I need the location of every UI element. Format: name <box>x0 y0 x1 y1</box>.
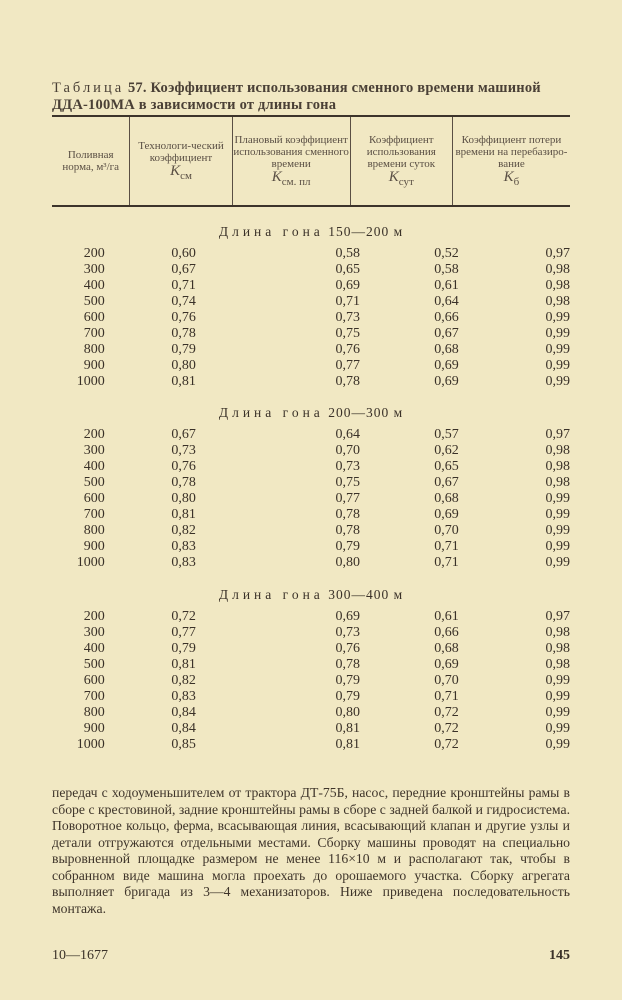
cell-coefficient: 0,68 <box>434 342 459 357</box>
header-symbol: $K_{сут}$ <box>388 169 414 188</box>
cell-coefficient: 0,98 <box>545 657 570 672</box>
cell-coefficient: 0,73 <box>335 625 361 640</box>
cell-coefficient: 0,79 <box>335 689 361 704</box>
cell-coefficient: 0,70 <box>434 523 459 538</box>
cell-coefficient: 0,81 <box>335 737 361 752</box>
table-row <box>52 523 570 539</box>
cell-coefficient: 0,77 <box>335 358 361 373</box>
table-row <box>52 427 570 443</box>
header-text: Технологи-ческий коэффициент <box>138 140 224 164</box>
table-row <box>52 705 570 721</box>
cell-coefficient: 0,99 <box>545 310 570 325</box>
cell-coefficient: 0,84 <box>171 705 196 720</box>
cell-norm: 1000 <box>76 737 105 752</box>
cell-coefficient: 0,58 <box>335 246 361 261</box>
cell-norm: 300 <box>83 625 105 640</box>
cell-norm: 500 <box>83 294 105 309</box>
header-symbol: $K_{см. пл}$ <box>271 169 311 188</box>
cell-coefficient: 0,71 <box>335 294 361 309</box>
cell-norm: 1000 <box>76 555 105 570</box>
cell-coefficient: 0,97 <box>545 609 570 624</box>
cell-coefficient: 0,98 <box>545 475 570 490</box>
cell-norm: 800 <box>83 705 105 720</box>
cell-coefficient: 0,71 <box>434 689 459 704</box>
cell-coefficient: 0,98 <box>545 262 570 277</box>
table-row <box>52 459 570 475</box>
cell-coefficient: 0,99 <box>545 705 570 720</box>
cell-coefficient: 0,80 <box>335 555 361 570</box>
cell-coefficient: 0,78 <box>171 326 196 341</box>
cell-coefficient: 0,97 <box>545 246 570 261</box>
cell-coefficient: 0,72 <box>171 609 196 624</box>
cell-norm: 400 <box>83 278 105 293</box>
cell-coefficient: 0,71 <box>434 539 459 554</box>
cell-norm: 400 <box>83 641 105 656</box>
header-text: Коэффициент потери времени на перебазиро-вание <box>455 134 568 170</box>
table-header-rule <box>52 205 570 207</box>
cell-coefficient: 0,69 <box>335 609 361 624</box>
cell-coefficient: 0,69 <box>434 374 459 389</box>
cell-coefficient: 0,68 <box>434 641 459 656</box>
cell-norm: 1000 <box>76 374 105 389</box>
header-text: Плановый коэффициент использования сменного времени <box>233 134 349 170</box>
table-row <box>52 278 570 294</box>
cell-coefficient: 0,76 <box>171 459 196 474</box>
cell-norm: 200 <box>83 609 105 624</box>
section-heading: Длина гона 300—400 м <box>218 587 404 602</box>
cell-norm: 700 <box>83 507 105 522</box>
table-row <box>52 555 570 571</box>
cell-coefficient: 0,99 <box>545 539 570 554</box>
cell-coefficient: 0,74 <box>171 294 196 309</box>
cell-norm: 900 <box>83 721 105 736</box>
cell-norm: 300 <box>83 262 105 277</box>
header-plan-coef <box>232 117 350 205</box>
cell-norm: 500 <box>83 475 105 490</box>
cell-coefficient: 0,72 <box>434 737 459 752</box>
cell-coefficient: 0,83 <box>171 555 196 570</box>
cell-coefficient: 0,77 <box>335 491 361 506</box>
cell-coefficient: 0,76 <box>335 641 361 656</box>
cell-coefficient: 0,80 <box>335 705 361 720</box>
header-symbol: $K_б$ <box>503 169 520 188</box>
cell-coefficient: 0,66 <box>434 625 459 640</box>
table-row <box>52 673 570 689</box>
cell-coefficient: 0,85 <box>171 737 196 752</box>
cell-coefficient: 0,99 <box>545 491 570 506</box>
table-row <box>52 342 570 358</box>
cell-coefficient: 0,84 <box>171 721 196 736</box>
cell-coefficient: 0,73 <box>335 310 361 325</box>
header-tech-coef <box>129 117 231 205</box>
cell-coefficient: 0,99 <box>545 555 570 570</box>
cell-coefficient: 0,57 <box>434 427 459 442</box>
cell-coefficient: 0,58 <box>434 262 459 277</box>
cell-coefficient: 0,67 <box>434 475 459 490</box>
cell-coefficient: 0,67 <box>434 326 459 341</box>
cell-norm: 900 <box>83 539 105 554</box>
cell-coefficient: 0,99 <box>545 737 570 752</box>
cell-coefficient: 0,64 <box>434 294 459 309</box>
table-row <box>52 609 570 625</box>
cell-coefficient: 0,61 <box>434 609 459 624</box>
section-rows <box>52 609 570 753</box>
table-row <box>52 294 570 310</box>
cell-coefficient: 0,99 <box>545 523 570 538</box>
cell-coefficient: 0,99 <box>545 673 570 688</box>
table-row <box>52 491 570 507</box>
cell-norm: 300 <box>83 443 105 458</box>
cell-coefficient: 0,99 <box>545 358 570 373</box>
cell-coefficient: 0,65 <box>434 459 459 474</box>
cell-coefficient: 0,98 <box>545 443 570 458</box>
table-row <box>52 310 570 326</box>
cell-coefficient: 0,79 <box>171 641 196 656</box>
header-relocation-coef <box>452 117 570 205</box>
cell-coefficient: 0,77 <box>171 625 196 640</box>
cell-coefficient: 0,82 <box>171 673 196 688</box>
cell-coefficient: 0,60 <box>171 246 196 261</box>
table-row <box>52 374 570 390</box>
table-row <box>52 689 570 705</box>
cell-norm: 600 <box>83 673 105 688</box>
table-title-text: 57. Коэффициент использования сменного времени машиной ДДА-100МА в зависимости от длины гона <box>52 80 541 113</box>
cell-coefficient: 0,69 <box>335 278 361 293</box>
cell-coefficient: 0,62 <box>434 443 459 458</box>
cell-coefficient: 0,98 <box>545 459 570 474</box>
cell-coefficient: 0,52 <box>434 246 459 261</box>
cell-coefficient: 0,66 <box>434 310 459 325</box>
table-row <box>52 737 570 753</box>
cell-norm: 700 <box>83 689 105 704</box>
cell-coefficient: 0,98 <box>545 625 570 640</box>
table-row <box>52 246 570 262</box>
cell-coefficient: 0,81 <box>171 374 196 389</box>
cell-norm: 600 <box>83 491 105 506</box>
cell-norm: 200 <box>83 427 105 442</box>
table-row <box>52 625 570 641</box>
cell-coefficient: 0,99 <box>545 507 570 522</box>
table-row <box>52 721 570 737</box>
section-rows <box>52 427 570 571</box>
cell-coefficient: 0,67 <box>171 262 196 277</box>
cell-norm: 200 <box>83 246 105 261</box>
cell-coefficient: 0,79 <box>171 342 196 357</box>
cell-coefficient: 0,78 <box>335 374 361 389</box>
cell-coefficient: 0,81 <box>335 721 361 736</box>
table-row <box>52 475 570 491</box>
cell-coefficient: 0,67 <box>171 427 196 442</box>
cell-coefficient: 0,65 <box>335 262 361 277</box>
cell-coefficient: 0,78 <box>171 475 196 490</box>
table-row <box>52 262 570 278</box>
cell-norm: 500 <box>83 657 105 672</box>
cell-coefficient: 0,79 <box>335 673 361 688</box>
header-symbol: $K_{см}$ <box>170 163 192 182</box>
cell-coefficient: 0,81 <box>171 507 196 522</box>
cell-coefficient: 0,99 <box>545 374 570 389</box>
body-paragraph: передач с ходоуменьшителем от трактора ДТ-75Б, насос, передние кронштейны рамы в сборе с крестовиной, задние кронштейны рамы в сборе с задней балкой и гидросистема. Поворотное кольцо, ферма, всасывающая линия, всасывающий клапан и другие узлы и детали отгружаются отдельными местами. Сборку машины проводят на специально выровненной площадке размером не менее 116×10 м и располагают так, чтобы в собранном виде машина могла проехать до орошаемого участка. Сборку агрегата выполняет бригада из 3—4 механизаторов. Ниже приведена последовательность монтажа. <box>52 785 570 916</box>
cell-coefficient: 0,75 <box>335 326 361 341</box>
cell-coefficient: 0,71 <box>434 555 459 570</box>
cell-coefficient: 0,82 <box>171 523 196 538</box>
cell-coefficient: 0,80 <box>171 491 196 506</box>
cell-coefficient: 0,61 <box>434 278 459 293</box>
table-row <box>52 326 570 342</box>
header-irrigation-norm <box>52 117 129 205</box>
cell-norm: 900 <box>83 358 105 373</box>
signature-mark: 10—1677 <box>52 948 108 963</box>
cell-coefficient: 0,98 <box>545 294 570 309</box>
cell-norm: 700 <box>83 326 105 341</box>
table-row <box>52 641 570 657</box>
table-row <box>52 358 570 374</box>
cell-coefficient: 0,99 <box>545 326 570 341</box>
cell-coefficient: 0,73 <box>335 459 361 474</box>
cell-coefficient: 0,81 <box>171 657 196 672</box>
cell-coefficient: 0,98 <box>545 278 570 293</box>
table-title-prefix: Таблица <box>52 80 125 96</box>
header-text: Поливная норма, м³/га <box>62 149 120 173</box>
header-text: Коэффициент использования времени суток <box>366 134 436 170</box>
cell-coefficient: 0,69 <box>434 657 459 672</box>
table-row <box>52 507 570 523</box>
cell-coefficient: 0,73 <box>171 443 196 458</box>
cell-coefficient: 0,78 <box>335 507 361 522</box>
table-row <box>52 443 570 459</box>
cell-coefficient: 0,72 <box>434 721 459 736</box>
cell-coefficient: 0,79 <box>335 539 361 554</box>
cell-coefficient: 0,98 <box>545 641 570 656</box>
cell-coefficient: 0,69 <box>434 358 459 373</box>
cell-coefficient: 0,99 <box>545 689 570 704</box>
table-row <box>52 657 570 673</box>
cell-coefficient: 0,76 <box>171 310 196 325</box>
cell-coefficient: 0,70 <box>434 673 459 688</box>
section-rows <box>52 246 570 390</box>
cell-norm: 800 <box>83 342 105 357</box>
section-heading: Длина гона 150—200 м <box>218 224 404 239</box>
cell-norm: 400 <box>83 459 105 474</box>
cell-coefficient: 0,76 <box>335 342 361 357</box>
cell-coefficient: 0,69 <box>434 507 459 522</box>
cell-coefficient: 0,64 <box>335 427 361 442</box>
cell-coefficient: 0,99 <box>545 721 570 736</box>
cell-coefficient: 0,97 <box>545 427 570 442</box>
cell-coefficient: 0,70 <box>335 443 361 458</box>
cell-coefficient: 0,75 <box>335 475 361 490</box>
cell-coefficient: 0,99 <box>545 342 570 357</box>
cell-coefficient: 0,78 <box>335 523 361 538</box>
section-heading: Длина гона 200—300 м <box>218 405 404 420</box>
cell-coefficient: 0,71 <box>171 278 196 293</box>
cell-norm: 600 <box>83 310 105 325</box>
table-header <box>52 117 570 205</box>
cell-coefficient: 0,68 <box>434 491 459 506</box>
cell-coefficient: 0,83 <box>171 539 196 554</box>
table-row <box>52 539 570 555</box>
cell-norm: 800 <box>83 523 105 538</box>
cell-coefficient: 0,72 <box>434 705 459 720</box>
cell-coefficient: 0,80 <box>171 358 196 373</box>
table-title <box>52 80 572 114</box>
cell-coefficient: 0,78 <box>335 657 361 672</box>
header-day-coef <box>350 117 452 205</box>
cell-coefficient: 0,83 <box>171 689 196 704</box>
page-number: 145 <box>549 948 570 963</box>
